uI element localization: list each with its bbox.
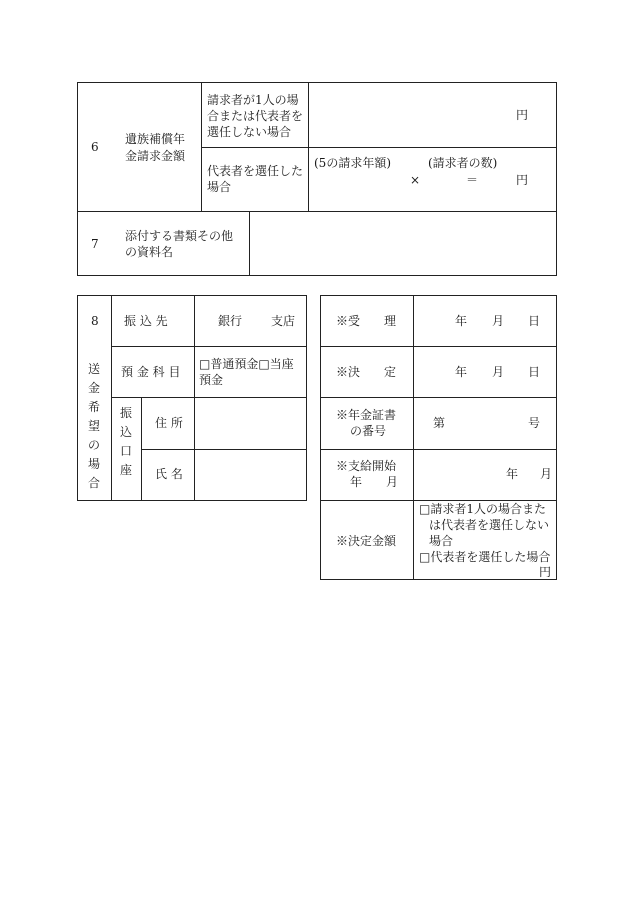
decision-day: 日: [528, 365, 541, 379]
decided-option-representative[interactable]: □代表者を選任した場合: [419, 550, 551, 564]
representative-label: 代表者を選任した: [207, 164, 304, 178]
certificate-dai: 第: [433, 416, 446, 430]
single-claimant-label-3: 選任しない場合: [207, 125, 292, 139]
payment-start-year: 年: [506, 467, 519, 481]
receipt-label: ※受 理: [336, 314, 397, 328]
address-label: 住 所: [155, 416, 183, 430]
account-vertical-label: 振込口座: [119, 406, 132, 477]
certificate-number-label: ※年金証書: [336, 408, 397, 422]
representative-yen: 円: [516, 173, 529, 187]
deposit-type-options-2: 預金: [199, 373, 224, 387]
name-label: 氏 名: [155, 467, 183, 481]
claimant-count-label: (請求者の数): [428, 156, 498, 170]
representative-label-2: 場合: [207, 180, 232, 194]
equals-sign: ＝: [466, 173, 479, 187]
name-field[interactable]: [196, 451, 305, 499]
section-8-number: 8: [91, 314, 99, 328]
decided-option-single[interactable]: □請求者1人の場合また: [419, 502, 546, 516]
receipt-month: 月: [492, 314, 505, 328]
payment-start-month: 月: [540, 467, 553, 481]
multiply-sign: ×: [410, 173, 421, 187]
decision-month: 月: [492, 365, 505, 379]
deposit-type-label: 預 金 科 目: [121, 365, 181, 379]
attachments-label: 添付する書類その他: [125, 229, 234, 243]
survivor-pension-label: 遺族補償年: [125, 132, 186, 146]
attachments-field[interactable]: [251, 213, 555, 274]
single-claimant-label: 請求者が1人の場: [207, 93, 299, 107]
annual-claim-amount-label: (5の請求年額): [314, 156, 391, 170]
decision-year: 年: [455, 365, 468, 379]
receipt-day: 日: [528, 314, 541, 328]
certificate-go: 号: [528, 416, 541, 430]
decided-option-single-2: は代表者を選任しない: [429, 518, 550, 532]
certificate-number-label-2: の番号: [350, 424, 387, 438]
attachments-label-2: の資料名: [125, 245, 174, 259]
single-claimant-label-2: 合または代表者を: [207, 109, 304, 123]
bank-label: 銀行: [218, 314, 243, 328]
decided-amount-yen: 円: [539, 565, 552, 579]
single-claimant-yen: 円: [516, 108, 529, 122]
deposit-type-options[interactable]: □普通預金□当座: [199, 357, 294, 371]
payment-start-label-2: 年 月: [350, 475, 399, 489]
receipt-year: 年: [455, 314, 468, 328]
section-7-number: 7: [91, 237, 99, 251]
section-6-number: 6: [91, 140, 99, 154]
branch-label: 支店: [271, 314, 296, 328]
payment-start-label: ※支給開始: [336, 459, 397, 473]
transfer-destination-label: 振 込 先: [124, 314, 168, 328]
survivor-pension-label-2: 金請求金額: [125, 149, 186, 163]
decided-amount-label: ※決定金額: [336, 534, 397, 548]
decision-label: ※決 定: [336, 365, 397, 379]
decided-option-single-3: 場合: [429, 534, 454, 548]
remittance-request-vertical-label: 送金希望の場合: [87, 362, 100, 490]
address-field[interactable]: [196, 399, 305, 448]
